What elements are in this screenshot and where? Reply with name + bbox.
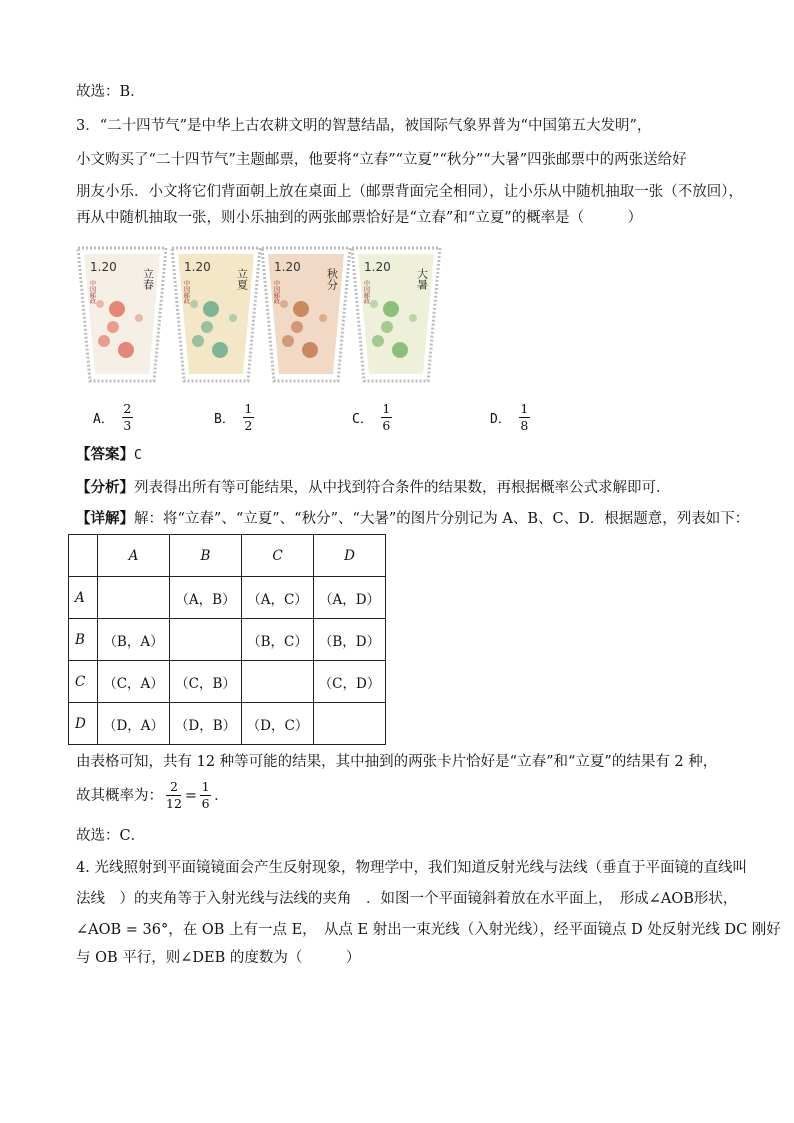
fraction-2-over-12: $\frac{2}{12}$ bbox=[166, 779, 182, 811]
stamp-name: 大暑 bbox=[415, 268, 429, 290]
stamp-value: 1.20 bbox=[364, 260, 391, 274]
q3-stem-line-3: 朋友小乐．小文将它们背面朝上放在桌面上（邮票背面完全相同），让小乐从中随机抽取一张（不放回）， bbox=[76, 184, 743, 200]
stamp-1 bbox=[76, 244, 168, 384]
option-b: B． $\frac{1}{2}$ bbox=[214, 401, 253, 433]
answer-line bbox=[76, 445, 142, 466]
detail-tag: 【详解】 bbox=[76, 510, 134, 527]
answer-value: C bbox=[134, 448, 142, 463]
outcome-table bbox=[68, 534, 386, 745]
table-header-cell: D bbox=[314, 535, 386, 577]
stamp-caption: 中国邮政 bbox=[88, 280, 96, 304]
table-header-cell: C bbox=[242, 535, 314, 577]
stamp-value: 1.20 bbox=[184, 260, 211, 274]
stamp-name: 秋分 bbox=[325, 268, 339, 290]
q3-stem-line-2: 小文购买了“二十四节气”主题邮票，他要将“立春”“立夏”“秋分”“大暑”四张邮票中的两张送给好 bbox=[76, 152, 687, 168]
option-a: A． $\frac{2}{3}$ bbox=[93, 401, 132, 433]
stamp-caption: 中国邮政 bbox=[272, 280, 280, 304]
stamp-2 bbox=[170, 244, 262, 384]
table-row: B （B，A） （B，C） （B，D） bbox=[69, 619, 386, 661]
previous-answer: 故选：B． bbox=[76, 84, 145, 100]
analysis-tag: 【分析】 bbox=[76, 479, 134, 496]
q4-stem-line-4: 与 OB 平行，则∠DEB 的度数为（ ） bbox=[76, 950, 361, 966]
stamp-value: 1.20 bbox=[274, 260, 301, 274]
analysis-text: 列表得出所有等可能结果，从中找到符合条件的结果数，再根据概率公式求解即可． bbox=[134, 480, 671, 496]
stamp-caption: 中国邮政 bbox=[362, 280, 370, 304]
stamp-value: 1.20 bbox=[90, 260, 117, 274]
table-row: A （A，B） （A，C） （A，D） bbox=[69, 577, 386, 619]
q4-stem-line-3: ∠AOB = 36°，在 OB 上有一点 E， 从点 E 射出一束光线（入射光线），经平面镜点 D 处反射光线 DC 刚好 bbox=[76, 922, 781, 938]
table-header-row bbox=[69, 535, 386, 577]
analysis-line bbox=[76, 478, 671, 498]
final-answer: 故选：C． bbox=[76, 828, 146, 844]
answer-tag: 【答案】 bbox=[76, 446, 134, 463]
option-d: D． $\frac{1}{8}$ bbox=[490, 401, 529, 433]
stamp-name: 立春 bbox=[141, 268, 155, 290]
q3-stem-line-4: 再从中随机抽取一张，则小乐抽到的两张邮票恰好是“立春”和“立夏”的概率是（ ） bbox=[76, 210, 643, 226]
table-header-cell: A bbox=[98, 535, 170, 577]
conclusion-line-1: 由表格可知，共有 12 种等可能的结果，其中抽到的两张卡片恰好是“立春”和“立夏”的结果有 2 种， bbox=[76, 754, 718, 770]
q4-stem-line-1: 4. 光线照射到平面镜镜面会产生反射现象，物理学中，我们知道反射光线与法线（垂直于平面镜的直线叫 bbox=[76, 860, 747, 876]
q3-stem-line-1: 3．“二十四节气”是中华上古农耕文明的智慧结晶，被国际气象界普为“中国第五大发明”， bbox=[76, 118, 652, 134]
fraction-1-over-6: $\frac{1}{6}$ bbox=[201, 779, 210, 811]
table-header-cell: B bbox=[170, 535, 242, 577]
conclusion-line-2: 故其概率为： $\frac{2}{12}$ = $\frac{1}{6}$ ． bbox=[76, 779, 229, 811]
table-row: D （D，A） （D，B） （D，C） bbox=[69, 703, 386, 745]
stamp-3 bbox=[260, 244, 352, 384]
detail-line bbox=[76, 509, 749, 529]
stamp-4 bbox=[350, 244, 442, 384]
detail-text: 解：将“立春”、“立夏”、“秋分”、“大暑”的图片分别记为 A、B、C、D．根据题意，列表如下： bbox=[134, 511, 750, 527]
stamp-caption: 中国邮政 bbox=[182, 280, 190, 304]
table-row: C （C，A） （C，B） （C，D） bbox=[69, 661, 386, 703]
stamp-name: 立夏 bbox=[235, 268, 249, 290]
q4-stem-line-2: 法线 ）的夹角等于入射光线与法线的夹角 ．如图一个平面镜斜着放在水平面上， 形成∠AOB形状， bbox=[76, 891, 738, 907]
option-c: C． $\frac{1}{6}$ bbox=[352, 401, 391, 433]
